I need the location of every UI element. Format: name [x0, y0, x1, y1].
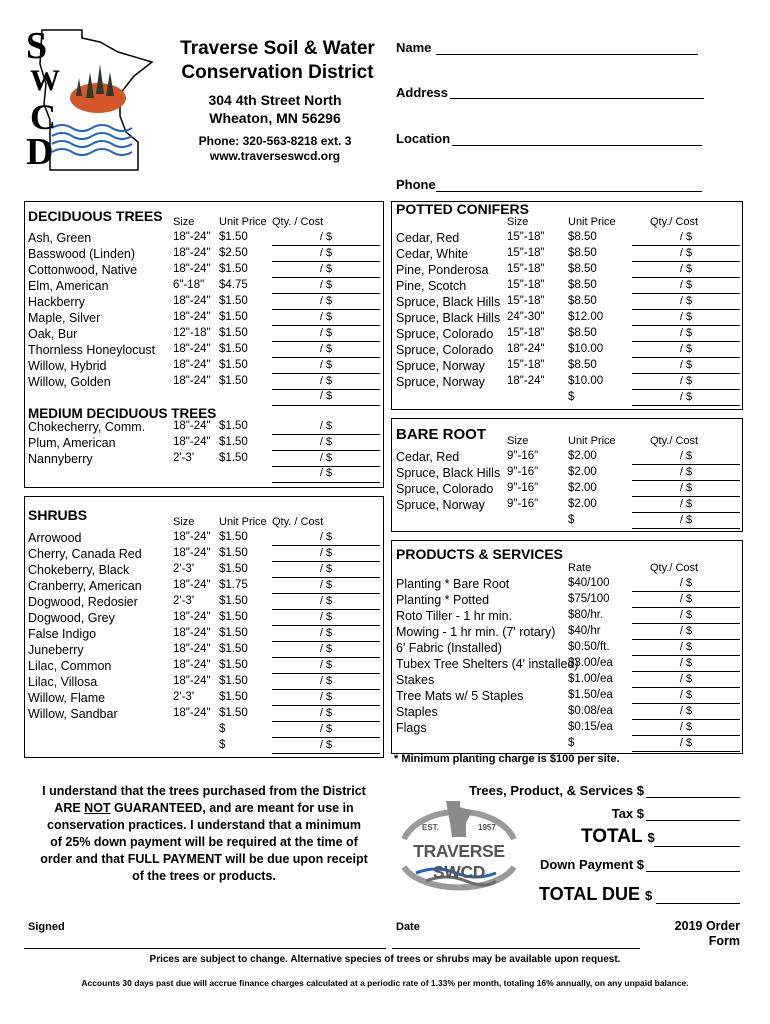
item-price: $1.50: [219, 436, 248, 448]
item-price: $10.00: [568, 343, 604, 355]
address-field[interactable]: [450, 84, 704, 99]
item-name: Lilac, Common: [28, 659, 112, 673]
qty-cost-field[interactable]: / $: [272, 247, 380, 262]
qty-cost-field[interactable]: / $: [632, 625, 740, 640]
item-name: Spruce, Colorado: [396, 327, 494, 341]
medium-extra-qty[interactable]: / $: [272, 467, 380, 483]
name-label: Name: [396, 40, 432, 55]
item-name: Spruce, Black Hills: [396, 466, 501, 480]
item-size: 18"-24": [173, 343, 211, 355]
item-size: 15"-18": [507, 359, 545, 371]
qty-cost-field[interactable]: / $: [272, 595, 380, 610]
item-price: $2.50: [219, 247, 248, 259]
item-name: Planting * Bare Root: [396, 577, 510, 591]
qty-cost-field[interactable]: / $: [272, 563, 380, 578]
item-price: $1.50: [219, 675, 248, 687]
qty-cost-field[interactable]: / $: [272, 579, 380, 594]
item-price: $1.50/ea: [568, 689, 613, 701]
item-price: $10.00: [568, 375, 604, 387]
item-name: Oak, Bur: [28, 327, 78, 341]
item-price: $1.50: [219, 327, 248, 339]
item-name: Lilac, Villosa: [28, 675, 98, 689]
item-name: Maple, Silver: [28, 311, 101, 325]
qty-cost-field[interactable]: / $: [632, 641, 740, 656]
qty-cost-field[interactable]: / $: [632, 737, 740, 752]
tax-label: Tax $: [611, 806, 644, 821]
item-name: Spruce, Colorado: [396, 343, 494, 357]
item-size: 18"-24": [173, 420, 211, 432]
item-size: 18"-24": [173, 707, 211, 719]
bareroot-row: [0, 498, 770, 514]
item-size: 18"-24": [173, 643, 211, 655]
price-header: Unit Price: [219, 216, 267, 228]
qty-cost-field[interactable]: / $: [632, 391, 740, 406]
qty-cost-field[interactable]: / $: [272, 627, 380, 642]
conifers-row: [0, 279, 770, 295]
item-price: $1.50: [219, 375, 248, 387]
conifers-title: POTTED CONIFERS: [396, 201, 530, 217]
size-header: Size: [173, 516, 195, 528]
date-field[interactable]: [392, 934, 640, 949]
conifers-row: [0, 391, 770, 407]
item-name: Cranberry, American: [28, 579, 142, 593]
item-name: Spruce, Colorado: [396, 482, 494, 496]
org-name-line2: Conservation District: [181, 62, 374, 83]
item-size: 18"-24": [173, 359, 211, 371]
disclaimer-line3: conservation practices. I understand that a minimum: [47, 818, 361, 832]
item-price: $8.50: [568, 279, 597, 291]
qty-header: Qty./ Cost: [650, 216, 699, 228]
qty-cost-field[interactable]: / $: [272, 263, 380, 278]
qty-cost-field[interactable]: / $: [272, 723, 380, 738]
item-size: 18"-24": [173, 611, 211, 623]
qty-cost-field[interactable]: / $: [632, 514, 740, 529]
item-size: 18"-24": [173, 311, 211, 323]
qty-cost-field[interactable]: / $: [272, 691, 380, 706]
item-name: Planting * Potted: [396, 593, 490, 607]
size-header: Size: [173, 216, 195, 228]
qty-cost-field[interactable]: / $: [632, 689, 740, 704]
item-size: 18"-24": [173, 547, 211, 559]
qty-cost-field[interactable]: / $: [272, 643, 380, 658]
rate-header: Rate: [568, 562, 592, 574]
prices-note: [24, 954, 746, 965]
item-size: 6"-18": [173, 279, 205, 291]
item-name: Arrowood: [28, 531, 82, 545]
item-name: Staples: [396, 705, 438, 719]
order-form-line2: Form: [708, 934, 740, 948]
medium-title: MEDIUM DECIDUOUS TREES: [28, 406, 217, 421]
item-price: $0.08/ea: [568, 705, 613, 717]
conifers-row: [0, 295, 770, 311]
price-header: Unit Price: [568, 435, 616, 447]
conifers-header: [0, 216, 770, 232]
swcd-logo: [22, 24, 172, 172]
item-name: Willow, Sandbar: [28, 707, 118, 721]
down-payment-label: Down Payment $: [539, 857, 644, 872]
item-size: 2'-3': [173, 595, 195, 607]
bareroot-row: [0, 466, 770, 482]
item-name: Cottonwood, Native: [28, 263, 138, 277]
qty-cost-field[interactable]: / $: [632, 375, 740, 390]
phone-field[interactable]: [436, 177, 702, 192]
item-size: 15"-18": [507, 295, 545, 307]
item-price: $: [219, 723, 226, 735]
trees-products-services-label: Trees, Product, & Services $: [469, 783, 644, 798]
qty-cost-field[interactable]: / $: [272, 739, 380, 754]
item-name: Dogwood, Redosier: [28, 595, 138, 609]
signed-label: Signed: [28, 921, 65, 933]
item-price: $8.50: [568, 247, 597, 259]
price-header: Unit Price: [568, 216, 616, 228]
qty-cost-field[interactable]: / $: [272, 675, 380, 690]
item-name: Roto Tiller - 1 hr min.: [396, 609, 513, 623]
item-name: Willow, Flame: [28, 691, 106, 705]
item-price: $1.50: [219, 263, 248, 275]
services-row: [0, 657, 770, 673]
bareroot-header: [0, 435, 770, 451]
qty-cost-field[interactable]: / $: [632, 593, 740, 608]
item-price: $1.50: [219, 563, 248, 575]
item-price: $75/100: [568, 593, 610, 605]
item-size: 24"-30": [507, 311, 545, 323]
qty-cost-field[interactable]: / $: [632, 721, 740, 736]
bareroot-row: [0, 514, 770, 530]
qty-cost-field[interactable]: / $: [272, 436, 380, 451]
qty-cost-field[interactable]: / $: [272, 231, 380, 246]
services-header: [0, 562, 770, 578]
signature-field[interactable]: [24, 934, 386, 949]
item-size: 18"-24": [173, 247, 211, 259]
item-size: 18"-24": [173, 675, 211, 687]
qty-cost-field[interactable]: / $: [632, 466, 740, 481]
phone-label: Phone: [396, 177, 436, 192]
item-price: $2.00: [568, 466, 597, 478]
conifers-row: [0, 343, 770, 359]
item-size: 15"-18": [507, 231, 545, 243]
services-row: [0, 737, 770, 753]
item-price: $12.00: [568, 311, 604, 323]
order-form-line1: 2019 Order: [674, 919, 740, 933]
item-size: 18"-24": [173, 436, 211, 448]
prices-note-bold: Prices are subject to change.: [149, 954, 288, 965]
item-name: Pine, Ponderosa: [396, 263, 489, 277]
qty-cost-field[interactable]: / $: [632, 577, 740, 592]
logo-letter-d: D: [26, 131, 54, 173]
item-price: $1.50: [219, 531, 248, 543]
qty-cost-field[interactable]: / $: [632, 657, 740, 672]
item-name: Spruce, Norway: [396, 375, 485, 389]
item-size: 15"-18": [507, 247, 545, 259]
qty-header: Qty. / Cost: [272, 516, 324, 528]
item-size: 18"-24": [173, 579, 211, 591]
services-row: [0, 721, 770, 737]
item-price: $8.50: [568, 263, 597, 275]
qty-cost-field[interactable]: / $: [632, 247, 740, 262]
conifers-row: [0, 231, 770, 247]
item-price: $1.50: [219, 659, 248, 671]
disclaimer-line1: I understand that the trees purchased from the District: [42, 784, 366, 798]
qty-cost-field[interactable]: / $: [272, 659, 380, 674]
qty-cost-field[interactable]: / $: [272, 343, 380, 358]
location-field[interactable]: [452, 131, 702, 146]
item-name: Dogwood, Grey: [28, 611, 115, 625]
qty-cost-field[interactable]: / $: [272, 547, 380, 562]
item-price: $3.00/ea: [568, 657, 613, 669]
item-price: $: [568, 391, 575, 403]
item-price: $80/hr.: [568, 609, 604, 621]
item-price: $2.00: [568, 498, 597, 510]
item-size: 9"-16": [507, 498, 539, 510]
item-price: $0.15/ea: [568, 721, 613, 733]
total-field[interactable]: [654, 832, 740, 847]
shrubs-title: SHRUBS: [28, 507, 88, 523]
qty-header: Qty./ Cost: [650, 562, 699, 574]
conifers-row: [0, 327, 770, 343]
down-payment-field[interactable]: [646, 857, 740, 872]
item-price: $1.50: [219, 643, 248, 655]
traverse-swcd-logo: [386, 793, 532, 897]
address-label: Address: [396, 85, 449, 100]
org-name-line1: Traverse Soil & Water: [180, 38, 375, 59]
item-price: $: [568, 514, 575, 526]
disclaimer-line4: of 25% down payment will be required at the time of: [50, 835, 358, 849]
qty-cost-field[interactable]: / $: [272, 707, 380, 722]
location-label: Location: [396, 131, 451, 146]
services-row: [0, 577, 770, 593]
item-name: Spruce, Norway: [396, 359, 485, 373]
trees-products-services-field[interactable]: [646, 783, 740, 798]
qty-cost-field[interactable]: / $: [632, 279, 740, 294]
conifers-row: [0, 375, 770, 391]
total-label: TOTAL $: [581, 826, 655, 847]
item-name: Tubex Tree Shelters (4' installed): [396, 657, 579, 671]
item-name: Stakes: [396, 673, 435, 687]
item-size: 15"-18": [507, 279, 545, 291]
item-name: Chokecherry, Comm.: [28, 420, 146, 434]
disclaimer-line2: ARE NOT GUARANTEED, and are meant for use in: [54, 801, 354, 815]
services-row: [0, 689, 770, 705]
qty-header: Qty. / Cost: [272, 216, 324, 228]
qty-cost-field[interactable]: / $: [632, 609, 740, 624]
qty-cost-field[interactable]: / $: [272, 359, 380, 374]
logo-est: EST.: [422, 823, 439, 832]
accounts-note: Accounts 30 days past due will accrue finance charges calculated at a periodic rate of 1.33% per month, totaling 16% annually, on any unpaid balance.: [81, 978, 689, 988]
item-name: Willow, Hybrid: [28, 359, 107, 373]
org-website: www.traverseswcd.org: [209, 149, 341, 163]
item-price: $2.00: [568, 482, 597, 494]
item-size: 18"-24": [173, 231, 211, 243]
date-label: Date: [396, 921, 420, 933]
qty-cost-field[interactable]: / $: [632, 359, 740, 374]
item-size: 2'-3': [173, 563, 195, 575]
qty-cost-field[interactable]: / $: [632, 295, 740, 310]
item-price: $1.50: [219, 231, 248, 243]
item-price: $1.50: [219, 343, 248, 355]
logo-letter-c: C: [30, 97, 56, 137]
item-size: 18"-24": [173, 263, 211, 275]
item-price: $1.50: [219, 295, 248, 307]
qty-cost-field[interactable]: / $: [632, 705, 740, 720]
item-size: 18"-24": [173, 627, 211, 639]
qty-cost-field[interactable]: / $: [272, 375, 380, 390]
item-price: $: [568, 737, 575, 749]
deciduous-extra-qty[interactable]: / $: [272, 390, 380, 406]
item-name: Spruce, Norway: [396, 498, 485, 512]
qty-cost-field[interactable]: / $: [272, 531, 380, 546]
item-price: $8.50: [568, 327, 597, 339]
item-price: $1.00/ea: [568, 673, 613, 685]
bareroot-title: BARE ROOT: [396, 426, 486, 443]
item-name: Ash, Green: [28, 231, 92, 245]
qty-cost-field[interactable]: / $: [272, 327, 380, 342]
item-name: Nannyberry: [28, 452, 93, 466]
item-price: $1.50: [219, 595, 248, 607]
qty-cost-field[interactable]: / $: [632, 327, 740, 342]
deciduous-title: DECIDUOUS TREES: [28, 208, 163, 224]
item-price: $0.50/ft.: [568, 641, 610, 653]
logo-letter-s: S: [26, 25, 48, 67]
qty-cost-field[interactable]: / $: [632, 343, 740, 358]
total-due-field[interactable]: [656, 889, 740, 904]
item-size: 15"-18": [507, 263, 545, 275]
item-price: $1.75: [219, 579, 248, 591]
item-size: 18"-24": [173, 659, 211, 671]
item-name: Willow, Golden: [28, 375, 111, 389]
logo-year: 1957: [478, 823, 496, 832]
item-name: Chokeberry, Black: [28, 563, 130, 577]
item-name: Spruce, Black Hills: [396, 311, 501, 325]
item-price: $1.50: [219, 627, 248, 639]
org-address1: 304 4th Street North: [208, 92, 342, 108]
size-header: Size: [507, 216, 529, 228]
conifers-row: [0, 263, 770, 279]
size-header: Size: [507, 435, 529, 447]
bareroot-row: [0, 450, 770, 466]
services-row: [0, 705, 770, 721]
item-size: 12"-18": [173, 327, 211, 339]
conifers-row: [0, 247, 770, 263]
item-size: 2'-3': [173, 691, 195, 703]
item-name: Cedar, Red: [396, 450, 460, 464]
item-price: $1.50: [219, 707, 248, 719]
item-name: Spruce, Black Hills: [396, 295, 501, 309]
item-size: 2'-3': [173, 452, 195, 464]
disclaimer: [24, 783, 384, 885]
qty-cost-field[interactable]: / $: [632, 231, 740, 246]
qty-cost-field[interactable]: / $: [632, 498, 740, 513]
services-row: [0, 625, 770, 641]
prices-note-rest: Alternative species of trees or shrubs may be available upon request.: [287, 954, 621, 965]
item-price: $1.50: [219, 547, 248, 559]
item-size: 9"-16": [507, 482, 539, 494]
item-name: 6' Fabric (Installed): [396, 641, 502, 655]
qty-cost-field[interactable]: / $: [272, 452, 380, 467]
qty-cost-field[interactable]: / $: [272, 279, 380, 294]
item-name: Thornless Honeylocust: [28, 343, 156, 357]
item-price: $40/100: [568, 577, 610, 589]
item-price: $1.50: [219, 691, 248, 703]
item-price: $1.50: [219, 359, 248, 371]
item-size: 9"-16": [507, 466, 539, 478]
item-name: Juneberry: [28, 643, 84, 657]
disclaimer-line6: of the trees or products.: [132, 869, 276, 883]
item-price: $2.00: [568, 450, 597, 462]
services-row: [0, 641, 770, 657]
logo-text: TRAVERSE SWCD: [413, 841, 505, 882]
item-size: 9"-16": [507, 450, 539, 462]
item-size: 15"-18": [507, 327, 545, 339]
item-price: $: [219, 739, 226, 751]
qty-cost-field[interactable]: / $: [272, 295, 380, 310]
price-header: Unit Price: [219, 516, 267, 528]
item-name: Hackberry: [28, 295, 85, 309]
item-name: Mowing - 1 hr min. (7' rotary): [396, 625, 556, 639]
item-name: Cedar, Red: [396, 231, 460, 245]
logo-letter-w: W: [30, 64, 60, 97]
total-due-label: TOTAL DUE $: [539, 884, 653, 904]
item-price: $40/hr: [568, 625, 601, 637]
services-row: [0, 609, 770, 625]
item-size: 18"-24": [507, 375, 545, 387]
item-price: $1.50: [219, 452, 248, 464]
qty-cost-field[interactable]: / $: [632, 311, 740, 326]
item-size: 18"-24": [173, 375, 211, 387]
qty-cost-field[interactable]: / $: [632, 673, 740, 688]
conifers-row: [0, 311, 770, 327]
item-price: $4.75: [219, 279, 248, 291]
qty-cost-field[interactable]: / $: [272, 611, 380, 626]
minimum-charge-note: * Minimum planting charge is $100 per site.: [394, 753, 620, 765]
item-name: False Indigo: [28, 627, 97, 641]
item-name: Tree Mats w/ 5 Staples: [396, 689, 524, 703]
disclaimer-line5: order and that FULL PAYMENT will be due upon receipt: [40, 852, 368, 866]
qty-cost-field[interactable]: / $: [632, 450, 740, 465]
item-name: Cedar, White: [396, 247, 469, 261]
item-price: $1.50: [219, 311, 248, 323]
services-title: PRODUCTS & SERVICES: [396, 546, 563, 562]
qty-cost-field[interactable]: / $: [632, 263, 740, 278]
item-price: $1.50: [219, 611, 248, 623]
item-price: $8.50: [568, 231, 597, 243]
item-price: $1.50: [219, 420, 248, 432]
item-name: Elm, American: [28, 279, 109, 293]
item-name: Pine, Scotch: [396, 279, 467, 293]
qty-cost-field[interactable]: / $: [272, 311, 380, 326]
item-size: 18"-24": [173, 295, 211, 307]
item-name: Plum, American: [28, 436, 116, 450]
item-name: Basswood (Linden): [28, 247, 136, 261]
conifers-row: [0, 359, 770, 375]
qty-cost-field[interactable]: / $: [632, 482, 740, 497]
org-phone: Phone: 320-563-8218 ext. 3: [198, 134, 352, 148]
item-name: Flags: [396, 721, 427, 735]
qty-cost-field[interactable]: / $: [272, 420, 380, 435]
org-address2: Wheaton, MN 56296: [209, 110, 341, 126]
item-name: Cherry, Canada Red: [28, 547, 142, 561]
item-size: 18"-24": [507, 343, 545, 355]
tax-field[interactable]: [646, 806, 740, 821]
qty-header: Qty./ Cost: [650, 435, 699, 447]
bareroot-row: [0, 482, 770, 498]
services-row: [0, 593, 770, 609]
services-row: [0, 673, 770, 689]
item-price: $8.50: [568, 359, 597, 371]
item-size: 18"-24": [173, 531, 211, 543]
name-field[interactable]: [436, 40, 698, 55]
item-price: $8.50: [568, 295, 597, 307]
